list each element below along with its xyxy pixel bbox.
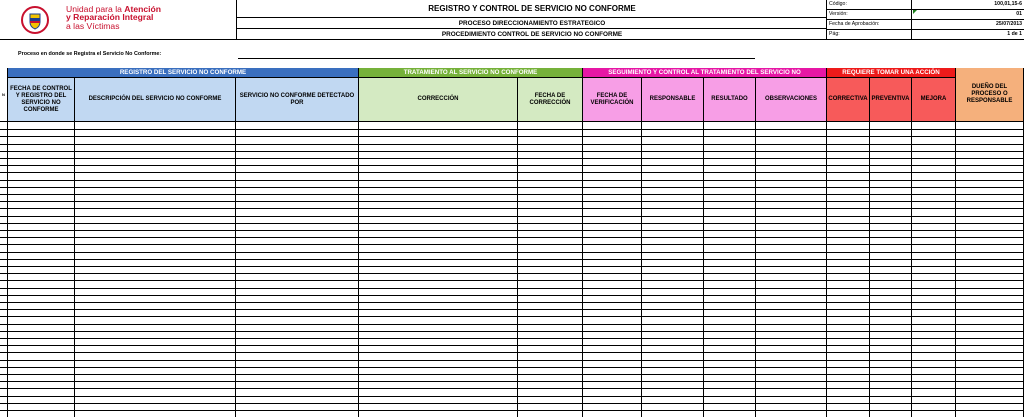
- table-row[interactable]: [0, 302, 1024, 303]
- table-row[interactable]: [0, 266, 1024, 267]
- col-correctiva-header: CORRECTIVA: [827, 78, 870, 122]
- process-line-input[interactable]: [238, 58, 755, 59]
- table-row[interactable]: [0, 352, 1024, 353]
- table-row[interactable]: [0, 201, 1024, 202]
- document-metadata: [827, 0, 1024, 40]
- col-dueno-proceso-header: DUEÑO DEL PROCESO O RESPONSABLE: [956, 68, 1024, 122]
- column-divider: [74, 122, 75, 417]
- table-row[interactable]: [0, 165, 1024, 166]
- table-row[interactable]: [0, 144, 1024, 145]
- table-row[interactable]: [0, 338, 1024, 339]
- table-row[interactable]: [0, 410, 1024, 411]
- meta-approval-date: Fecha de Aprobación: 25/07/2013: [827, 20, 1024, 30]
- table-row[interactable]: [0, 374, 1024, 375]
- table-row[interactable]: [0, 244, 1024, 245]
- title-block: [237, 0, 827, 40]
- table-row[interactable]: [0, 216, 1024, 217]
- table-row[interactable]: [0, 230, 1024, 231]
- meta-version: Versión: 01: [827, 10, 1024, 20]
- column-divider: [641, 122, 642, 417]
- logo-cell: [0, 0, 237, 40]
- column-divider: [358, 122, 359, 417]
- table-row[interactable]: [0, 288, 1024, 289]
- col-preventiva-header: PREVENTIVA: [870, 78, 912, 122]
- table-row[interactable]: [0, 259, 1024, 260]
- table-row[interactable]: [0, 187, 1024, 188]
- col-correccion-header: CORRECCIÓN: [359, 78, 518, 122]
- table-row[interactable]: [0, 237, 1024, 238]
- table-row[interactable]: [0, 273, 1024, 274]
- meta-code: Código: 100,01,15-6: [827, 0, 1024, 10]
- cell-comment-marker-icon: [913, 10, 917, 14]
- col-responsable-header: RESPONSABLE: [642, 78, 704, 122]
- group-seguimiento: SEGUIMIENTO Y CONTROL AL TRATAMIENTO DEL SERVICIO NO: [583, 68, 827, 78]
- table-row[interactable]: [0, 309, 1024, 310]
- col-fecha-correccion-header: FECHA DE CORRECCIÓN: [518, 78, 583, 122]
- group-accion: REQUIERE TOMAR UNA ACCIÓN: [827, 68, 956, 78]
- table-row[interactable]: [0, 316, 1024, 317]
- table-row[interactable]: [0, 396, 1024, 397]
- column-divider: [235, 122, 236, 417]
- process-line-label: Proceso en donde se Registra el Servicio No Conforme:: [18, 51, 162, 57]
- column-divider: [911, 122, 912, 417]
- table-row[interactable]: [0, 158, 1024, 159]
- table-row[interactable]: [0, 295, 1024, 296]
- table-row[interactable]: [0, 280, 1024, 281]
- column-divider: [517, 122, 518, 417]
- col-resultado-header: RESULTADO: [704, 78, 756, 122]
- column-divider: [869, 122, 870, 417]
- table-row[interactable]: [0, 381, 1024, 382]
- table-row[interactable]: [0, 252, 1024, 253]
- document-header: [0, 0, 1024, 40]
- table-row[interactable]: [0, 360, 1024, 361]
- nonconformity-table: [0, 68, 1024, 417]
- table-row[interactable]: [0, 151, 1024, 152]
- group-tratamiento: TRATAMIENTO AL SERVICIO NO CONFORME: [359, 68, 583, 78]
- table-row[interactable]: [0, 208, 1024, 209]
- document-title: REGISTRO Y CONTROL DE SERVICIO NO CONFORME: [237, 0, 827, 18]
- col-fecha-verificacion-header: FECHA DE VERIFICACIÓN: [583, 78, 642, 122]
- table-row[interactable]: [0, 129, 1024, 130]
- table-row[interactable]: [0, 403, 1024, 404]
- table-row[interactable]: [0, 172, 1024, 173]
- procedure-name: PROCEDIMIENTO CONTROL DE SERVICIO NO CONFORME: [237, 29, 827, 40]
- group-registro: REGISTRO DEL SERVICIO NO CONFORME: [8, 68, 359, 78]
- table-row[interactable]: [0, 388, 1024, 389]
- meta-page: Pág: 1 de 1: [827, 30, 1024, 40]
- process-name: PROCESO DIRECCIONAMIENTO ESTRATEGICO: [237, 18, 827, 29]
- column-divider: [703, 122, 704, 417]
- col-number-header: N: [0, 68, 8, 122]
- table-row[interactable]: [0, 180, 1024, 181]
- table-row[interactable]: [0, 194, 1024, 195]
- table-row[interactable]: [0, 345, 1024, 346]
- coat-of-arms-icon: [21, 6, 49, 34]
- table-row[interactable]: [0, 324, 1024, 325]
- col-detectado-por-header: SERVICIO NO CONFORME DETECTADO POR: [236, 78, 359, 122]
- col-fecha-control-header: FECHA DE CONTROL Y REGISTRO DEL SERVICIO NO CONFORME: [8, 78, 75, 122]
- table-row[interactable]: [0, 223, 1024, 224]
- table-row[interactable]: [0, 367, 1024, 368]
- entity-logo-text: Unidad para la Atención y Reparación Integral a las Víctimas: [66, 4, 162, 31]
- column-divider: [955, 122, 956, 417]
- column-divider: [582, 122, 583, 417]
- col-mejora-header: MEJORA: [912, 78, 956, 122]
- table-row[interactable]: [0, 136, 1024, 137]
- column-divider: [7, 122, 8, 417]
- col-descripcion-header: DESCRIPCIÓN DEL SERVICIO NO CONFORME: [75, 78, 236, 122]
- column-divider: [826, 122, 827, 417]
- column-divider: [755, 122, 756, 417]
- col-observaciones-header: OBSERVACIONES: [756, 78, 827, 122]
- table-row[interactable]: [0, 331, 1024, 332]
